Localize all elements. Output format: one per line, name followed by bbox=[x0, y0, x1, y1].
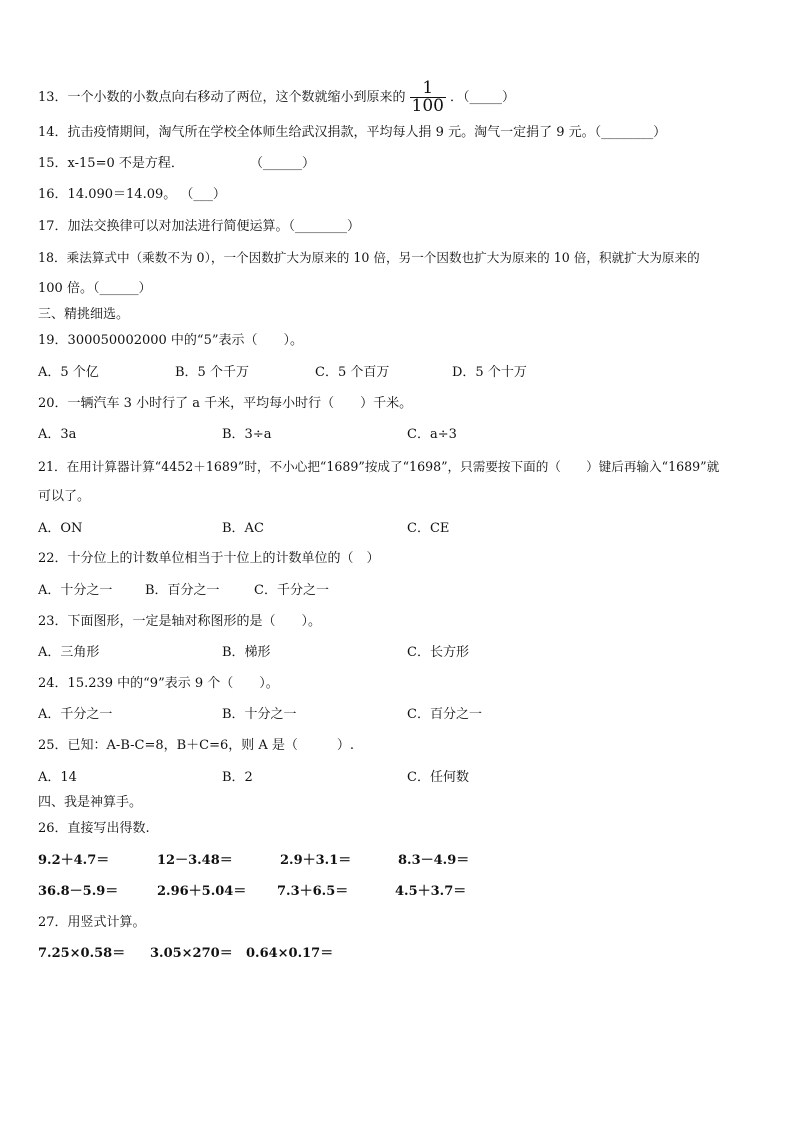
question-15 bbox=[38, 155, 316, 173]
option-a[interactable]: A．14 bbox=[38, 770, 77, 785]
question-19: 19．300050002000 中的“5”表示（ ）。 bbox=[38, 333, 303, 348]
question-13-blank[interactable]: ．（_____） bbox=[450, 90, 516, 105]
calc-item: 9.2＋4.7＝ bbox=[38, 853, 110, 868]
calc-item: 12－3.48＝ bbox=[157, 853, 233, 868]
question-13-text: 13．一个小数的小数点向右移动了两位，这个数就缩小到原来的 bbox=[38, 90, 406, 105]
option-a[interactable]: A．三角形 bbox=[38, 645, 100, 660]
question-20: 20．一辆汽车 3 小时行了 a 千米，平均每小时行（ ）千米。 bbox=[38, 396, 413, 411]
option-c[interactable]: C．长方形 bbox=[407, 645, 469, 660]
calc-item: 2.9＋3.1＝ bbox=[280, 853, 352, 868]
option-b[interactable]: B．百分之一 bbox=[145, 583, 220, 598]
option-b[interactable]: B．2 bbox=[222, 770, 253, 785]
option-a[interactable]: A．3a bbox=[38, 427, 77, 442]
option-d[interactable]: D．5 个十万 bbox=[452, 365, 527, 380]
question-21-line-1: 21．在用计算器计算“4452＋1689”时，不小心把“1689”按成了“1698”，只需要按下面的（ ）键后再输入“1689”就 bbox=[38, 459, 720, 474]
option-a[interactable]: A．5 个亿 bbox=[38, 365, 99, 380]
option-c[interactable]: C．CE bbox=[407, 521, 450, 536]
option-c[interactable]: C．任何数 bbox=[407, 770, 469, 785]
question-22: 22．十分位上的计数单位相当于十位上的计数单位的（ ） bbox=[38, 551, 380, 566]
option-c[interactable]: C．百分之一 bbox=[407, 707, 482, 722]
option-a[interactable]: A．十分之一 bbox=[38, 583, 113, 598]
option-b[interactable]: B．AC bbox=[222, 521, 264, 536]
question-15-text: 15．x-15=0 不是方程． bbox=[38, 156, 184, 171]
fraction bbox=[410, 80, 446, 115]
question-18-line-2: 100 倍。（______） bbox=[38, 281, 152, 296]
option-b[interactable]: B．十分之一 bbox=[222, 707, 297, 722]
option-c[interactable]: C．千分之一 bbox=[254, 583, 329, 598]
calc-item: 2.96＋5.04＝ bbox=[157, 884, 247, 899]
section-4-heading: 四、我是神算手。 bbox=[38, 795, 143, 810]
option-b[interactable]: B．3÷a bbox=[222, 427, 272, 442]
calc-item: 36.8－5.9＝ bbox=[38, 884, 119, 899]
option-c[interactable]: C．5 个百万 bbox=[315, 365, 390, 380]
fraction-numerator: 1 bbox=[410, 80, 446, 98]
option-b[interactable]: B．梯形 bbox=[222, 645, 271, 660]
question-13 bbox=[38, 80, 515, 115]
calc-item: 0.64×0.17＝ bbox=[246, 946, 334, 961]
option-b[interactable]: B．5 个千万 bbox=[175, 365, 249, 380]
question-14: 14．抗击疫情期间，淘气所在学校全体师生给武汉捐款，平均每人捐 9 元。淘气一定捐了 9 元。（________） bbox=[38, 125, 667, 140]
question-16: 16．14.090＝14.09。 （___） bbox=[38, 187, 226, 202]
option-a[interactable]: A．千分之一 bbox=[38, 707, 113, 722]
calc-item: 4.5＋3.7＝ bbox=[395, 884, 467, 899]
question-17: 17．加法交换律可以对加法进行简便运算。（________） bbox=[38, 219, 361, 234]
calc-item: 7.3＋6.5＝ bbox=[277, 884, 349, 899]
question-27: 27．用竖式计算。 bbox=[38, 915, 146, 930]
question-18-line-1: 18．乘法算式中（乘数不为 0），一个因数扩大为原来的 10 倍，另一个因数也扩大为原来的 10 倍，积就扩大为原来的 bbox=[38, 250, 700, 265]
question-23: 23．下面图形，一定是轴对称图形的是（ ）。 bbox=[38, 614, 322, 629]
option-a[interactable]: A．ON bbox=[38, 521, 83, 536]
option-c[interactable]: C．a÷3 bbox=[407, 427, 457, 442]
question-15-blank[interactable]: （______） bbox=[250, 156, 316, 171]
section-3-heading: 三、精挑细选。 bbox=[38, 307, 130, 322]
fraction-denominator: 100 bbox=[411, 96, 444, 116]
calc-item: 7.25×0.58＝ bbox=[38, 946, 126, 961]
calc-item: 3.05×270＝ bbox=[150, 946, 233, 961]
question-21-line-2: 可以了。 bbox=[38, 489, 91, 504]
question-26: 26．直接写出得数. bbox=[38, 821, 150, 836]
calc-item: 8.3－4.9＝ bbox=[398, 853, 470, 868]
question-25: 25．已知：A-B-C=8，B＋C=6，则 A 是（ ）. bbox=[38, 738, 355, 753]
question-24: 24．15.239 中的“9”表示 9 个（ ）。 bbox=[38, 676, 279, 691]
